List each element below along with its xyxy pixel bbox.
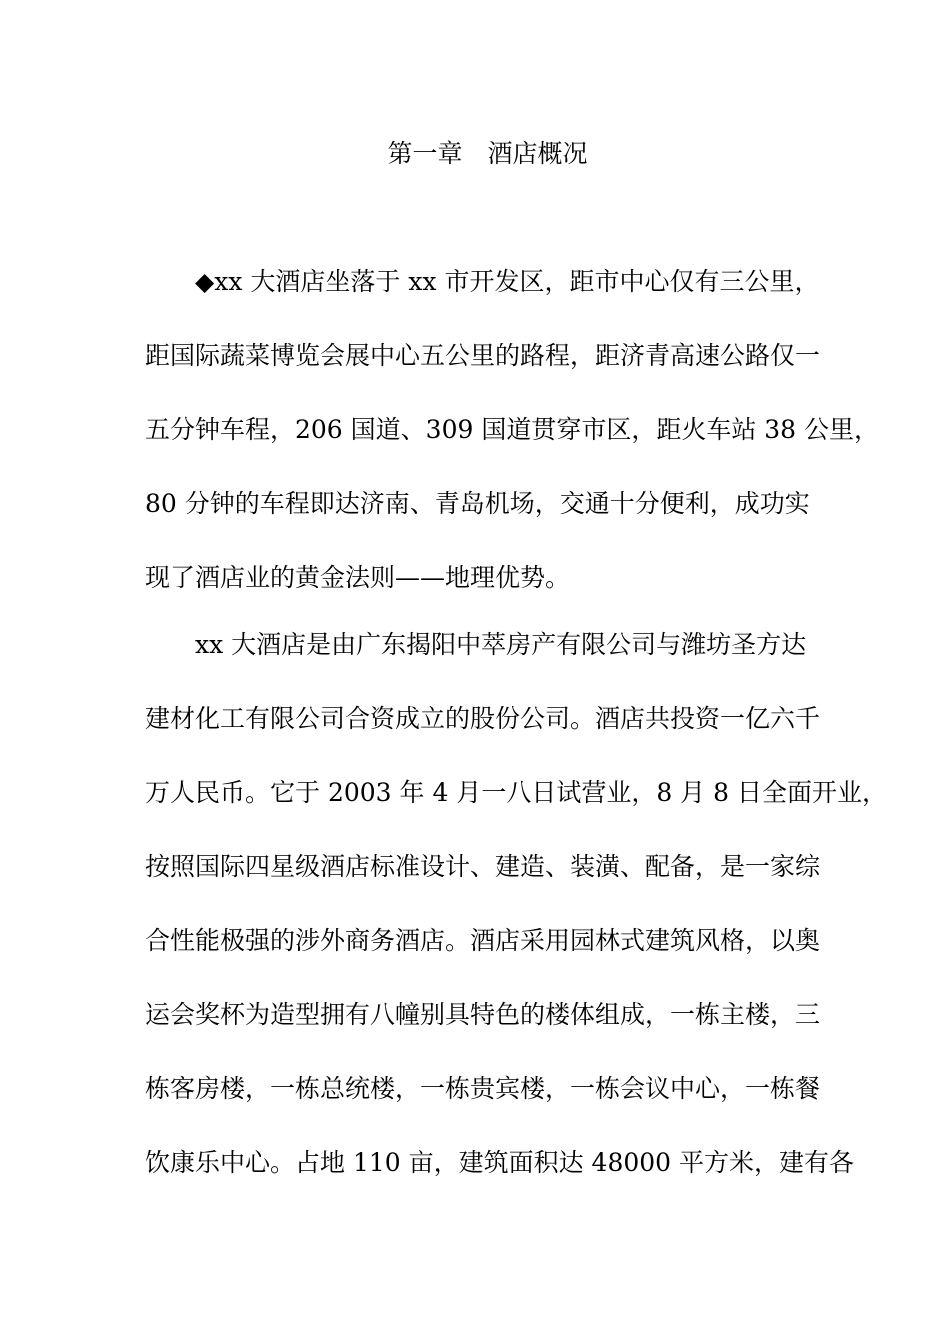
chapter-title: 第一章 酒店概况 [387,139,588,168]
paragraph-2-line-2: 建材化工有限公司合资成立的股份公司。酒店共投资一亿六千 [145,704,821,733]
paragraph-1-line-1: ◆xx 大酒店坐落于 xx 市开发区，距市中心仅有三公里， [195,267,820,296]
paragraph-2-line-7: 栋客房楼，一栋总统楼，一栋贵宾楼，一栋会议中心，一栋餐 [145,1074,821,1103]
paragraph-2-line-1: xx 大酒店是由广东揭阳中萃房产有限公司与潍坊圣方达 [195,630,807,659]
paragraph-1-line-2: 距国际蔬菜博览会展中心五公里的路程，距济青高速公路仅一 [145,341,821,370]
paragraph-1-line-5: 现了酒店业的黄金法则——地理优势。 [145,563,571,592]
paragraph-1-line-4: 80 分钟的车程即达济南、青岛机场，交通十分便利，成功实 [145,489,810,518]
paragraph-2-line-5: 合性能极强的涉外商务酒店。酒店采用园林式建筑风格，以奥 [145,926,821,955]
paragraph-2-line-4: 按照国际四星级酒店标准设计、建造、装潢、配备，是一家综 [145,852,821,881]
paragraph-1-line-3: 五分钟车程，206 国道、309 国道贯穿市区，距火车站 38 公里， [145,415,880,444]
paragraph-2-line-3: 万人民币。它于 2003 年 4 月一八日试营业，8 月 8 日全面开业， [145,778,887,807]
paragraph-2-line-8: 饮康乐中心。占地 110 亩，建筑面积达 48000 平方米，建有各 [145,1148,855,1177]
paragraph-2-line-6: 运会奖杯为造型拥有八幢别具特色的楼体组成，一栋主楼，三 [145,1000,821,1029]
